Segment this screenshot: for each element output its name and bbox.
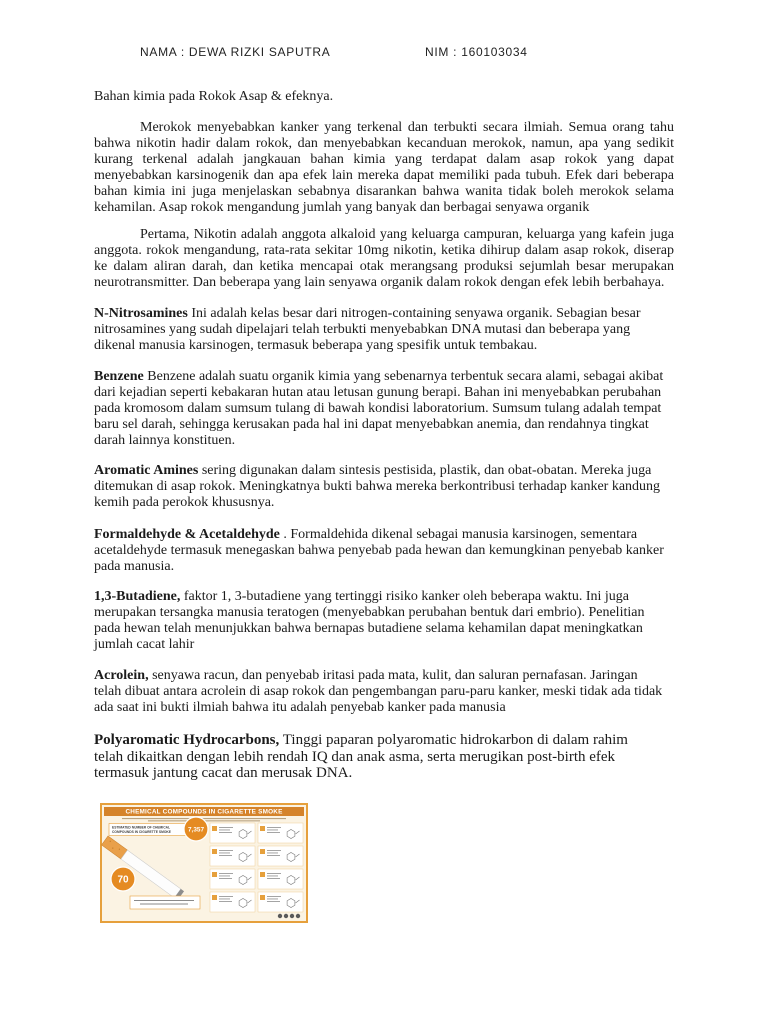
- paragraph-line: baru sel darah, sehingga kerusakan pada hal ini dapat menyebabkan anemia, dan rendahnya tingkat: [94, 417, 649, 432]
- paragraph-line: kehamilan. Asap rokok mengandung jumlah yang banyak dan berbagai senyawa organik: [94, 200, 590, 215]
- compound-text-line: [219, 830, 230, 831]
- intro-paragraph: [94, 120, 674, 216]
- paragraph-line: bahan kimia ini juga menjelaskan sebabnya disarankan bahwa wanita tidak boleh merokok selama: [94, 184, 674, 199]
- compound-cell: [258, 846, 303, 866]
- paragraph-line: merupakan tersangka manusia teratogen (menyebabkan perubahan bentuk dari embrio). Penelitian: [94, 605, 645, 620]
- section-text: faktor 1, 3-butadiene yang tertinggi risiko kanker oleh beberapa waktu. Ini juga: [183, 589, 629, 604]
- paragraph-line: telah dibuat antara acrolein di asap rokok dan pengembangan paru-paru kanker, meski tidak ada tidak: [94, 684, 663, 699]
- compound-cell: [258, 892, 303, 912]
- infographic-title: CHEMICAL COMPOUNDS IN CIGARETTE SMOKE: [125, 808, 283, 816]
- compound-text-line: [219, 850, 233, 851]
- estimate-label-line: ESTIMATED NUMBER OF CHEMICAL: [112, 825, 170, 830]
- paragraph-line: neurotransmitter. Dan beberapa yang lain senyawa organik dalam rokok dengan efek lebih berbahaya.: [94, 275, 665, 290]
- compound-category-icon: [260, 872, 265, 877]
- section-paragraph: [94, 589, 674, 653]
- paragraph-line: pada hewan telah menunjukkan bahwa bernapas butadiene selama kehamilan dapat meningkatkan: [94, 621, 643, 636]
- paragraph-line: [94, 589, 674, 605]
- section-heading: Aromatic Amines: [94, 463, 199, 478]
- paragraph-line: [94, 732, 674, 749]
- section-text: senyawa racun, dan penyebab iritasi pada mata, kulit, dan saluran pernafasan. Jaringan: [152, 668, 638, 683]
- document-title: Bahan kimia pada Rokok Asap & efeknya.: [94, 89, 334, 104]
- paragraph-line: termasuk jantung cacat dan merusak DNA.: [94, 765, 353, 781]
- compound-category-icon: [260, 895, 265, 900]
- compound-text-line: [219, 873, 233, 874]
- subtitle-line: [122, 818, 286, 819]
- license-icon: [296, 914, 300, 918]
- section-text: Benzene adalah suatu organik kimia yang sebenarnya terbentuk secara alami, sebagai akibat: [147, 369, 664, 384]
- compound-category-icon: [212, 895, 217, 900]
- paragraph-line: Pertama, Nikotin adalah anggota alkaloid yang keluarga campuran, keluarga yang kafein juga: [140, 227, 674, 242]
- compound-text-line: [219, 876, 230, 877]
- compound-text-line: [267, 830, 278, 831]
- section-text: Ini adalah kelas besar dari nitrogen-containing senyawa organik. Sebagian besar: [191, 306, 641, 321]
- license-icon: [290, 914, 294, 918]
- compound-category-icon: [260, 849, 265, 854]
- compound-text-line: [267, 850, 281, 851]
- paragraph-line: [94, 527, 674, 543]
- estimate-label-line: COMPOUNDS IN CIGARETTE SMOKE: [112, 830, 171, 834]
- student-name: NAMA : DEWA RIZKI SAPUTRA: [140, 45, 331, 59]
- paragraph-line: menyebabkan karsinogenik dan apa efek lain mereka dapat memiliki pada tubuh. Efek dari beberapa: [94, 168, 674, 183]
- compound-text-line: [219, 827, 233, 828]
- compound-text-line: [267, 827, 281, 828]
- compound-text-line: [267, 899, 278, 900]
- carcinogen-label-line: [134, 900, 194, 901]
- section-paragraph: [94, 668, 674, 716]
- section-text: sering digunakan dalam sintesis pestisida, plastik, dan obat-obatan. Mereka juga: [201, 463, 652, 478]
- carcinogen-label-line: [140, 904, 188, 905]
- paragraph-line: ke dalam aliran darah, dan ketika mencapai otak merangsang produksi sejumlah besar merupakan: [94, 259, 674, 274]
- section-heading: Acrolein,: [94, 668, 149, 683]
- compound-text-line: [267, 853, 278, 854]
- paragraph-line: [94, 668, 674, 684]
- section-heading: Formaldehyde & Acetaldehyde: [94, 527, 280, 542]
- compound-cell: [210, 892, 255, 912]
- compound-category-icon: [212, 872, 217, 877]
- compound-text-line: [267, 896, 281, 897]
- paragraph-line: pada kromosom dalam sumsum tulang di bawah kondisi laboratorium. Sumsum tulang adalah tempat: [94, 401, 662, 416]
- compound-text-line: [219, 878, 232, 879]
- paragraph-line: ada saat ini bukti ilmiah bahwa itu adalah penyebab kanker pada manusia: [94, 700, 506, 715]
- compound-cell: [258, 869, 303, 889]
- paragraph-line: kemih pada perokok khususnya.: [94, 495, 275, 510]
- compound-text-line: [219, 896, 233, 897]
- total-compounds-value: 7,357: [188, 826, 204, 834]
- compound-text-line: [267, 855, 280, 856]
- license-icon: [284, 914, 288, 918]
- section-paragraph: [94, 463, 674, 511]
- paragraph-line: [94, 463, 674, 479]
- compound-text-line: [267, 876, 278, 877]
- student-nim: NIM : 160103034: [425, 45, 528, 59]
- section-heading: Polyaromatic Hydrocarbons,: [94, 732, 280, 748]
- paragraph-line: nitrosamines yang sudah dipelajari telah terbukti menyebabkan DNA mutasi dan beberapa yang: [94, 322, 631, 337]
- paragraph-line: [94, 306, 674, 322]
- paragraph-line: darah lainnya konstituen.: [94, 433, 236, 448]
- paragraph-line: anggota. rokok mengandung, rata-rata sekitar 10mg nikotin, ketika dihirup dalam asap rokok, diserap: [94, 243, 674, 258]
- paragraph-line: ditemukan di asap rokok. Meningkatnya bukti bahwa mereka berkontribusi terhadap kanker kandung: [94, 479, 661, 494]
- section-heading: N-Nitrosamines: [94, 306, 188, 321]
- section-paragraph: [94, 306, 674, 354]
- compound-text-line: [219, 832, 232, 833]
- compound-cell: [210, 823, 255, 843]
- section-heading: 1,3-Butadiene,: [94, 589, 181, 604]
- paragraph-line: dikenal manusia karsinogen, termasuk beberapa yang spesifik untuk tembakau.: [94, 338, 538, 353]
- compound-text-line: [219, 899, 230, 900]
- infographic-graphic: [100, 803, 308, 923]
- carcinogenic-compounds-value: 70: [117, 874, 129, 886]
- paragraph-line: Merokok menyebabkan kanker yang terkenal dan terbukti secara ilmiah. Semua orang tahu: [140, 120, 674, 135]
- section-text: Tinggi paparan polyaromatic hidrokarbon di dalam rahim: [282, 732, 628, 748]
- license-icon: [278, 914, 282, 918]
- section-paragraph: [94, 527, 674, 575]
- compound-category-icon: [260, 826, 265, 831]
- compound-text-line: [219, 901, 232, 902]
- compound-text-line: [267, 873, 281, 874]
- paragraph-line: jumlah cacat lahir: [94, 637, 195, 652]
- compound-text-line: [267, 878, 280, 879]
- intro-paragraph: [94, 227, 674, 291]
- compound-text-line: [267, 901, 280, 902]
- section-paragraph: [94, 732, 674, 782]
- paragraph-line: dari kejadian seperti kebakaran hutan atau letusan gunung berapi. Bahan ini menyebabkan perubahan: [94, 385, 662, 400]
- section-text: . Formaldehida dikenal sebagai manusia karsinogen, sementara: [283, 527, 638, 542]
- paragraph-line: [94, 369, 674, 385]
- compound-cell: [210, 846, 255, 866]
- compound-text-line: [267, 832, 280, 833]
- compound-category-icon: [212, 826, 217, 831]
- compound-cell: [210, 869, 255, 889]
- paragraph-line: kurang terkenal adalah jangkauan bahan kimia yang terdapat dalam asap rokok yang dapat: [94, 152, 674, 167]
- paragraph-line: telah dikaitkan dengan lebih rendah IQ dan anak asma, serta merugikan post-birth efek: [94, 748, 616, 765]
- paragraph-line: bahwa nikotin hadir dalam rokok, dan menyebabkan kecanduan merokok, namun, apa yang sedikit: [94, 136, 674, 151]
- compound-text-line: [219, 855, 232, 856]
- infographic-figure: [100, 803, 308, 923]
- section-heading: Benzene: [94, 369, 144, 384]
- compound-cell: [258, 823, 303, 843]
- section-paragraph: [94, 369, 674, 449]
- paragraph-line: acetaldehyde termasuk menegaskan bahwa penyebab pada hewan dan kemungkinan penyebab kanker: [94, 543, 664, 558]
- paragraph-line: pada manusia.: [94, 559, 175, 574]
- compound-category-icon: [212, 849, 217, 854]
- carcinogen-label-box: [130, 896, 200, 909]
- compound-text-line: [219, 853, 230, 854]
